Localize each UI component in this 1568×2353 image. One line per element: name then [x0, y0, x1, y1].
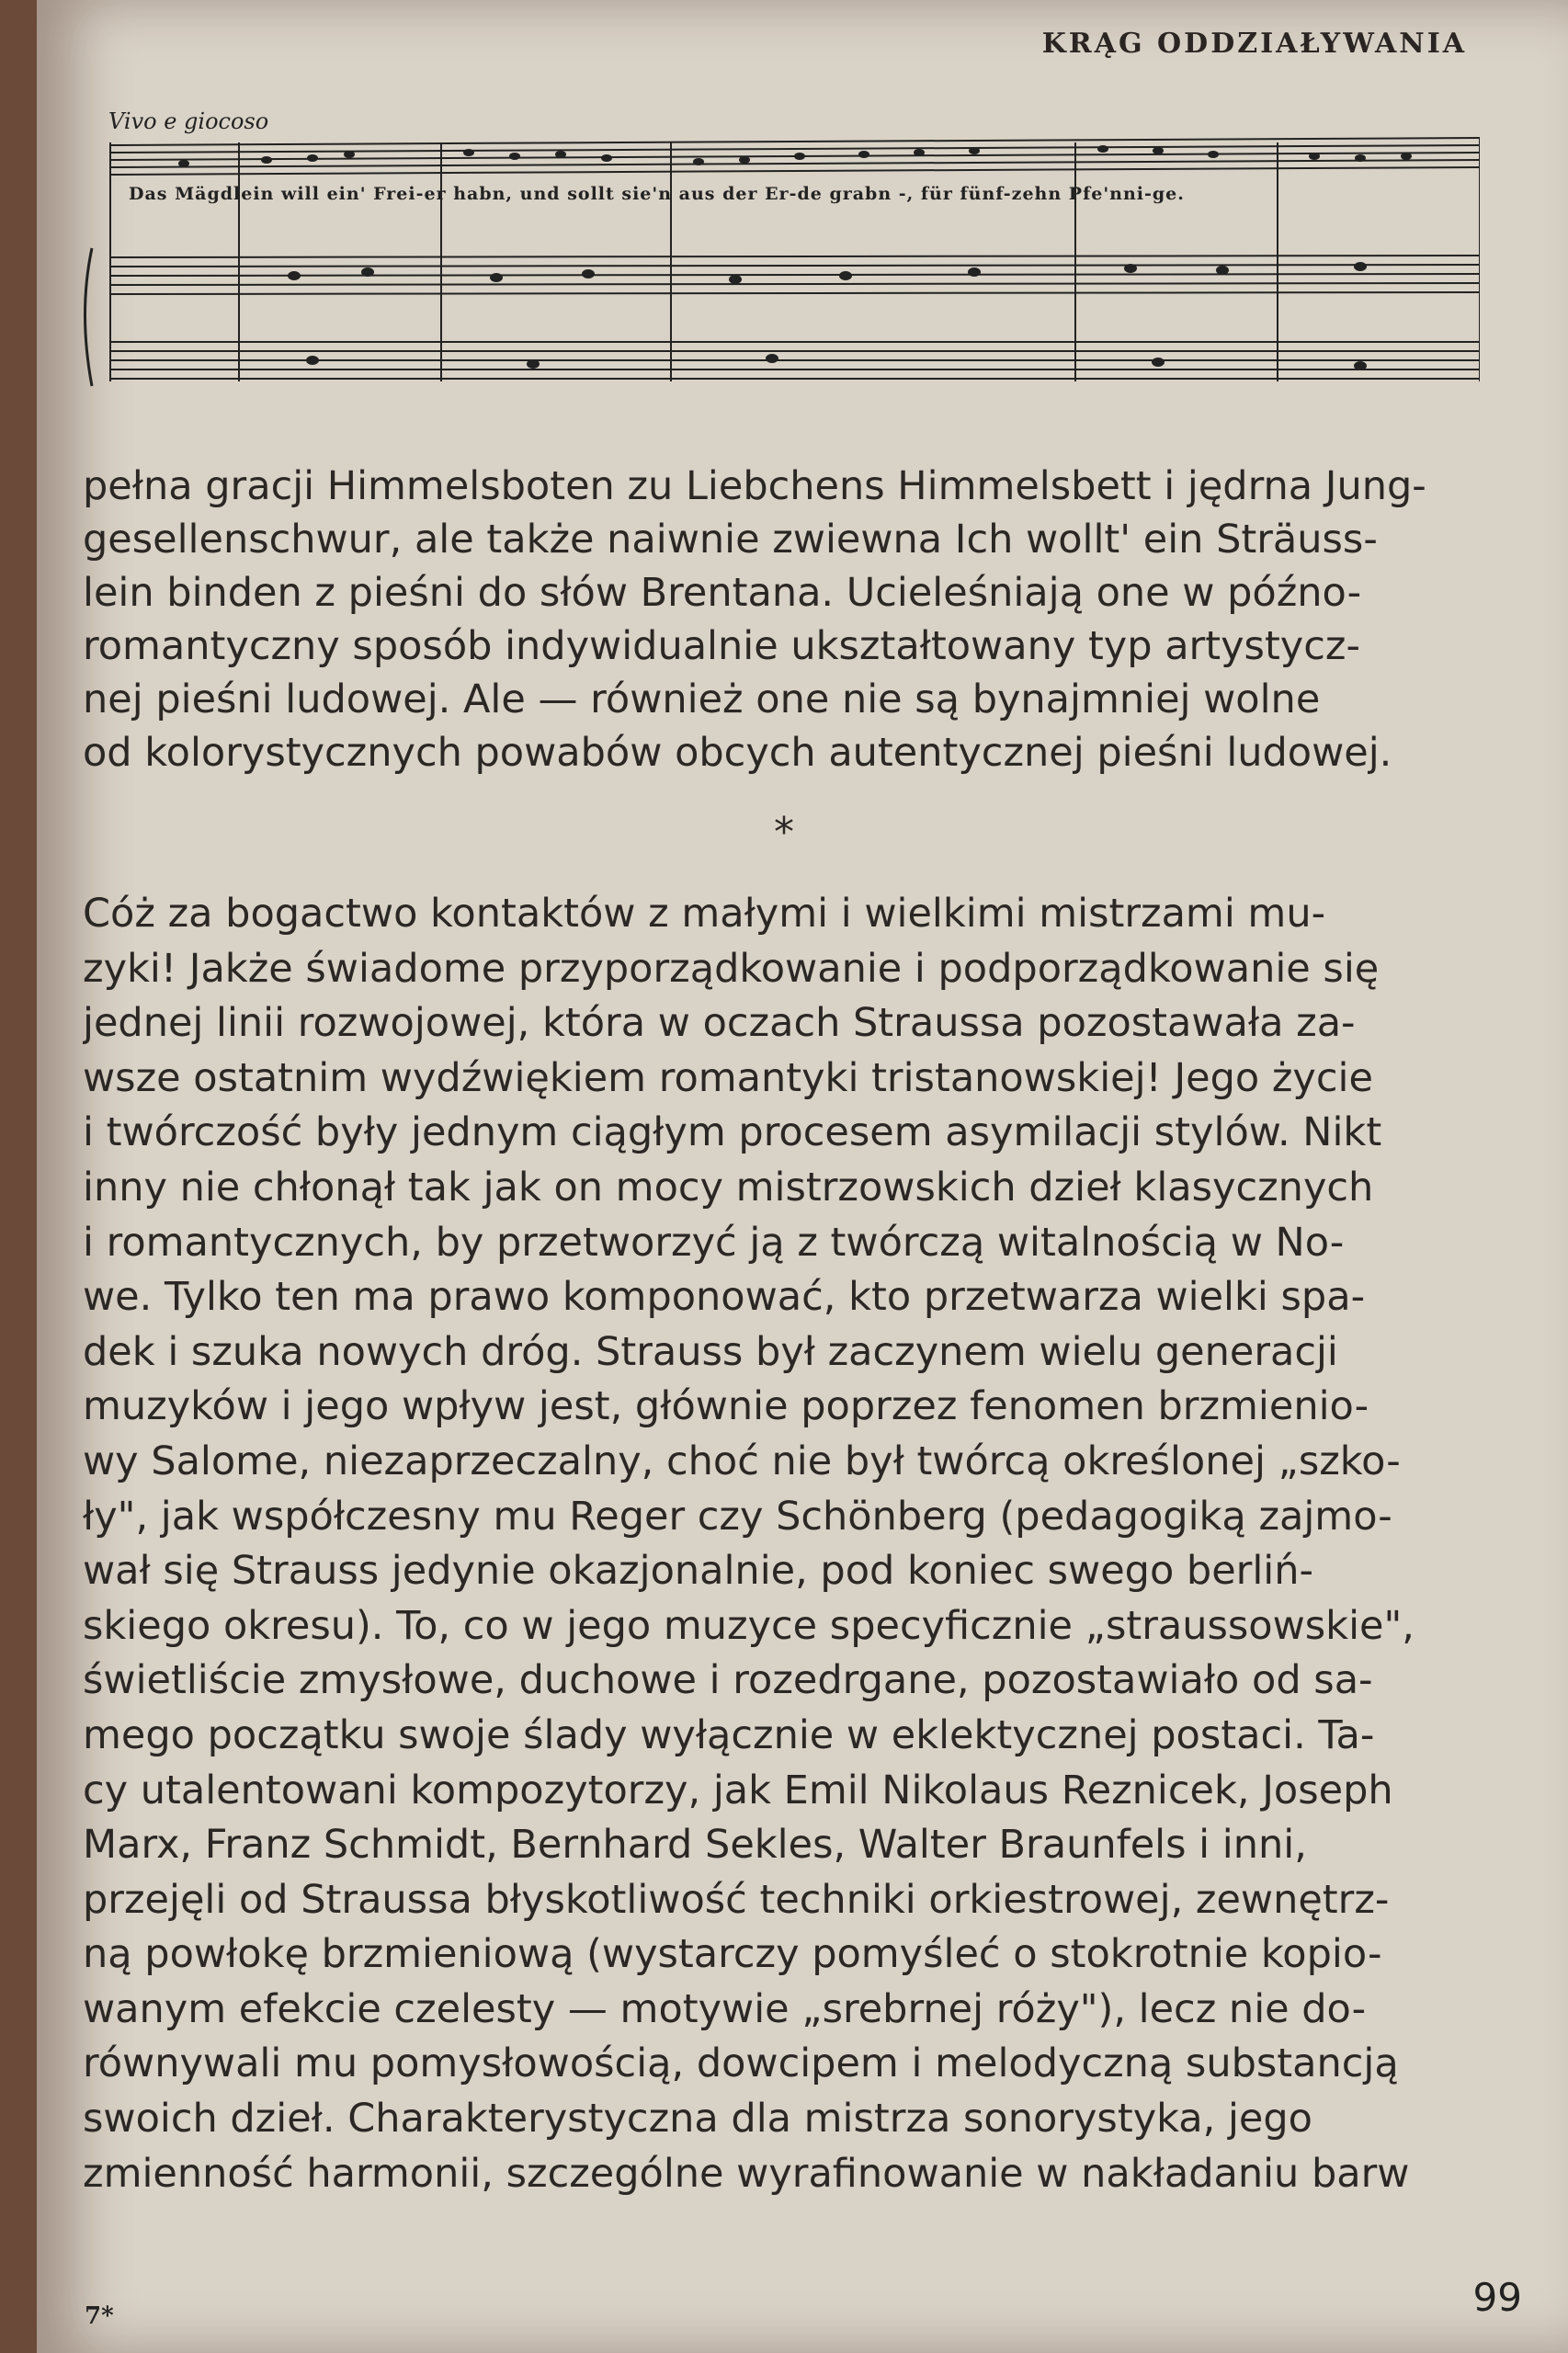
text-line: wy Salome, niezaprzeczalny, choć nie był twórcą określonej „szko-	[83, 1438, 1401, 1484]
text-line: i twórczość były jednym ciągłym procesem asymilacji stylów. Nikt	[83, 1109, 1382, 1156]
text-line: przejęli od Straussa błyskotliwość techniki orkiestrowej, zewnętrz-	[83, 1876, 1390, 1923]
text-line: we. Tylko ten ma prawo komponować, kto przetwarza wielki spa-	[83, 1274, 1366, 1321]
text-line: swoich dzieł. Charakterystyczna dla mistrza sonorystyka, jego	[83, 2096, 1312, 2143]
text-line: romantyczny sposób indywidualnie ukształtowany typ artystycz-	[83, 623, 1360, 669]
text-line: Marx, Franz Schmidt, Bernhard Sekles, Walter Braunfels i inni,	[83, 1822, 1307, 1869]
text-line: lein binden z pieśni do słów Brentana. Ucieleśniają one w późno-	[83, 570, 1362, 616]
running-header: KRĄG ODDZIAŁYWANIA	[1041, 28, 1467, 60]
section-separator: *	[774, 809, 794, 856]
text-line: ły", jak współczesny mu Reger czy Schönberg (pedagogiką zajmo-	[83, 1493, 1392, 1540]
score-lyrics: Das Mägdlein will ein' Frei-er habn, und sollt sie'n aus der Er-de grabn -, für fünf-zehn Pfe'nni-ge.	[129, 184, 1185, 204]
paragraph-2	[83, 887, 1498, 2201]
text-line: gesellenschwur, ale także naiwnie zwiewna Ich wollt' ein Sträuss-	[83, 517, 1378, 563]
text-line: od kolorystycznych powabów obcych autentycznej pieśni ludowej.	[83, 730, 1392, 776]
text-line: ną powłokę brzmieniową (wystarczy pomyśleć o stokrotnie kopio-	[83, 1931, 1382, 1978]
text-line: wsze ostatnim wydźwiękiem romantyki tristanowskiej! Jego życie	[83, 1054, 1373, 1101]
text-line: wał się Strauss jedynie okazjonalnie, pod koniec swego berliń-	[83, 1548, 1314, 1595]
paragraph-1	[83, 460, 1498, 779]
text-line: zyki! Jakże świadome przyporządkowanie i podporządkowanie się	[83, 945, 1380, 992]
text-line: równywali mu pomysłowością, dowcipem i melodyczną substancją	[83, 2040, 1399, 2087]
text-line: wanym efekcie czelesty — motywie „srebrnej róży"), lecz nie do-	[83, 1985, 1367, 2032]
text-line: zmienność harmonii, szczególne wyrafinowanie w nakładaniu barw	[83, 2150, 1410, 2197]
text-line: mego początku swoje ślady wyłącznie w eklektycznej postaci. Ta-	[83, 1711, 1375, 1758]
text-line: i romantycznych, by przetworzyć ją z twórczą witalnością w No-	[83, 1219, 1345, 1266]
text-line: inny nie chłonął tak jak on mocy mistrzowskich dzieł klasycznych	[83, 1164, 1374, 1211]
music-score	[74, 101, 1480, 414]
text-line: świetliście zmysłowe, duchowe i rozedrgane, pozostawiało od sa-	[83, 1657, 1373, 1704]
printer-signature: 7*	[85, 2302, 114, 2330]
text-line: pełna gracji Himmelsboten zu Liebchens Himmelsbett i jędrna Jung-	[83, 463, 1426, 509]
text-line: jednej linii rozwojowej, która w oczach Straussa pozostawała za-	[83, 1000, 1356, 1047]
text-line: cy utalentowani kompozytorzy, jak Emil Nikolaus Reznicek, Joseph	[83, 1767, 1393, 1813]
text-line: skiego okresu). To, co w jego muzyce specyficznie „straussowskie",	[83, 1602, 1415, 1649]
text-line: muzyków i jego wpływ jest, głównie poprzez fenomen brzmienio-	[83, 1383, 1369, 1430]
text-line: Cóż za bogactwo kontaktów z małymi i wielkimi mistrzami mu-	[83, 891, 1326, 937]
page-number: 99	[1472, 2275, 1522, 2320]
text-line: dek i szuka nowych dróg. Strauss był zaczynem wielu generacji	[83, 1328, 1338, 1375]
text-line: nej pieśni ludowej. Ale — również one nie są bynajmniej wolne	[83, 676, 1321, 722]
tempo-marking: Vivo e giocoso	[108, 108, 269, 134]
